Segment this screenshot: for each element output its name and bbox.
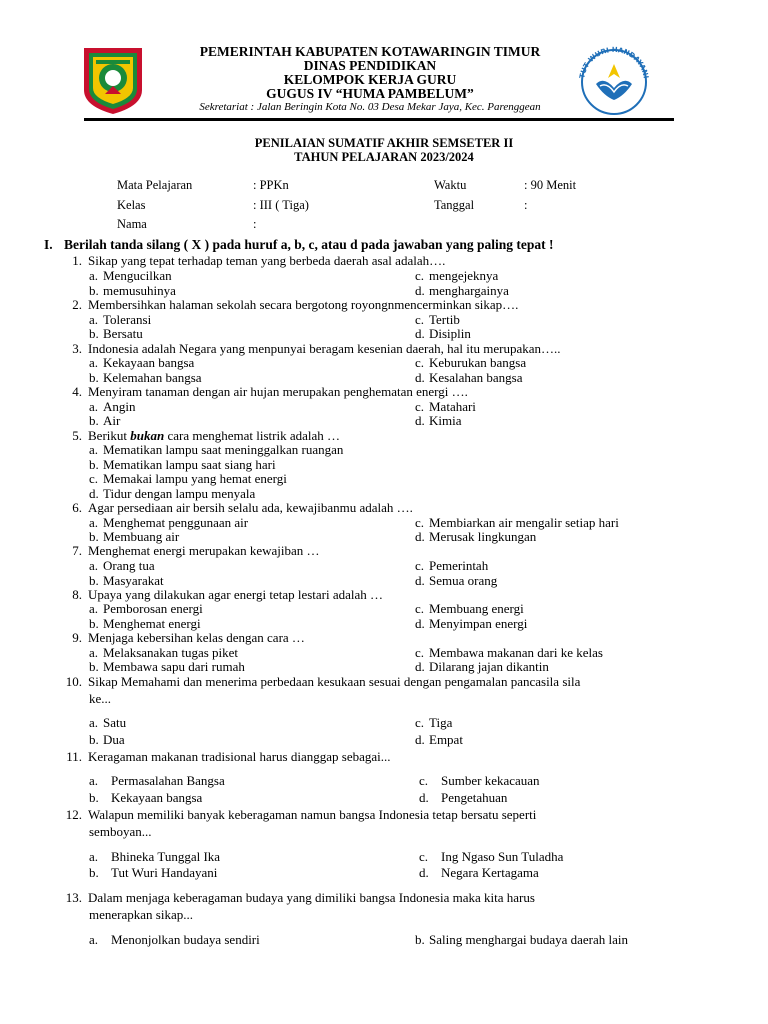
header-divider	[84, 118, 674, 121]
option-c[interactable]: c. Tertib	[415, 312, 460, 327]
option-a[interactable]: a. Toleransi	[89, 312, 152, 327]
question-6: 6. Agar persediaan air bersih selalu ada, kewajibanmu adalah ….	[72, 500, 413, 515]
question-10: 10. Sikap Memahami dan menerima perbedaan kesukaan sesuai dengan pengamalan pancasila sila	[65, 674, 581, 689]
option-c[interactable]: c. Memakai lampu yang hemat energi	[89, 471, 287, 486]
option-b[interactable]: b. Tut Wuri Handayani	[89, 865, 218, 880]
question-7: 7. Menghemat energi merupakan kewajiban …	[72, 543, 320, 558]
option-a[interactable]: a. Satu	[89, 715, 127, 730]
option-a[interactable]: a. Orang tua	[89, 558, 155, 573]
logo-kotawaringin-timur	[80, 44, 146, 116]
question-12-continued: semboyan...	[89, 824, 152, 839]
option-a[interactable]: a. Melaksanakan tugas piket	[89, 645, 239, 660]
option-a[interactable]: a. Angin	[89, 399, 136, 414]
logo-tut-wuri-handayani	[574, 44, 654, 116]
date-label: Tanggal	[434, 198, 475, 212]
option-d[interactable]: d. Disiplin	[415, 326, 471, 341]
exam-year: TAHUN PELAJARAN 2023/2024	[294, 150, 474, 164]
name-value: :	[253, 217, 257, 231]
section-number: I.	[44, 237, 53, 252]
option-c[interactable]: c. Keburukan bangsa	[415, 355, 527, 370]
option-d[interactable]: d. Empat	[415, 732, 463, 747]
question-1	[62, 253, 445, 269]
class-label: Kelas	[117, 198, 146, 212]
option-b[interactable]: b. Saling menghargai budaya daerah lain	[415, 932, 629, 947]
question-11: 11. Keragaman makanan tradisional harus dianggap sebagai...	[66, 749, 391, 764]
option-b[interactable]: b. Air	[89, 413, 121, 428]
time-label: Waktu	[434, 178, 467, 192]
question-9: 9. Menjaga kebersihan kelas dengan cara …	[72, 630, 305, 645]
option-a[interactable]: a. Mematikan lampu saat meninggalkan ruangan	[89, 442, 344, 457]
option-c[interactable]: c. Matahari	[415, 399, 476, 414]
option-d[interactable]: d. Dilarang jajan dikantin	[415, 659, 549, 674]
option-d[interactable]: d. Merusak lingkungan	[415, 529, 537, 544]
option-a[interactable]: a. Kekayaan bangsa	[89, 355, 195, 370]
option-a[interactable]: a. Permasalahan Bangsa	[89, 773, 225, 788]
subject-label: Mata Pelajaran	[117, 178, 193, 192]
option-d[interactable]: d. Tidur dengan lampu menyala	[89, 486, 256, 501]
header-line-2: DINAS PENDIDIKAN	[303, 58, 437, 73]
option-c[interactable]: c. Membawa makanan dari ke kelas	[415, 645, 603, 660]
option-b[interactable]: b. Menghemat energi	[89, 616, 201, 631]
question-12: 12. Walapun memiliki banyak keberagaman namun bangsa Indonesia tetap bersatu seperti	[65, 807, 537, 822]
subject-value: : PPKn	[253, 178, 289, 192]
option-c[interactable]: c. mengejeknya	[415, 268, 499, 283]
option-d[interactable]: d. Semua orang	[415, 573, 498, 588]
time-value: : 90 Menit	[524, 178, 577, 192]
option-b[interactable]: b. Bersatu	[89, 326, 143, 341]
section-instruction: Berilah tanda silang ( X ) pada huruf a, b, c, atau d pada jawaban yang paling tepat !	[64, 237, 554, 252]
option-c[interactable]: c. Tiga	[415, 715, 453, 730]
option-a[interactable]: a. Mengucilkan	[89, 268, 172, 283]
emblem-text: TUT WURI HANDAYANI	[578, 45, 650, 80]
option-b[interactable]: b. Membawa sapu dari rumah	[89, 659, 245, 674]
question-5: 5. Berikut bukan cara menghemat listrik adalah …	[72, 428, 341, 443]
question-13-continued: menerapkan sikap...	[89, 907, 193, 922]
question-3: 3. Indonesia adalah Negara yang menpunyai beragam kesenian daerah, hal itu merupakan…..	[72, 341, 561, 356]
option-b[interactable]: b. Kelemahan bangsa	[89, 370, 202, 385]
header-address: Sekretariat : Jalan Beringin Kota No. 03 Desa Mekar Jaya, Kec. Parenggean	[199, 101, 541, 113]
question-2: 2. Membersihkan halaman sekolah secara bergotong royongnmencerminkan sikap….	[72, 297, 519, 312]
option-d[interactable]: d. Menyimpan energi	[415, 616, 528, 631]
regency-crest-icon	[80, 44, 146, 116]
option-b[interactable]: b. Kekayaan bangsa	[89, 790, 203, 805]
option-b[interactable]: b. Membuang air	[89, 529, 180, 544]
option-d[interactable]: d. Negara Kertagama	[419, 865, 539, 880]
class-value: : III ( Tiga)	[253, 198, 309, 212]
option-d[interactable]: d. Pengetahuan	[419, 790, 508, 805]
option-c[interactable]: c. Membuang energi	[415, 601, 524, 616]
option-c[interactable]: c. Ing Ngaso Sun Tuladha	[419, 849, 564, 864]
header-line-3: KELOMPOK KERJA GURU	[283, 72, 457, 87]
header-line-4: GUGUS IV “HUMA PAMBELUM”	[266, 86, 474, 101]
option-d[interactable]: d. menghargainya	[415, 283, 509, 298]
option-b[interactable]: b. memusuhinya	[89, 283, 176, 298]
emphasis-word: bukan	[130, 428, 165, 443]
option-b[interactable]: b. Dua	[89, 732, 125, 747]
option-c[interactable]: c. Sumber kekacauan	[419, 773, 540, 788]
option-c[interactable]: c. Membiarkan air mengalir setiap hari	[415, 515, 619, 530]
option-d[interactable]: d. Kesalahan bangsa	[415, 370, 523, 385]
tut-wuri-handayani-emblem-icon	[574, 44, 654, 116]
option-a[interactable]: a. Bhineka Tunggal Ika	[89, 849, 221, 864]
question-4: 4. Menyiram tanaman dengan air hujan merupakan penghematan energi ….	[72, 384, 468, 399]
question-10-continued: ke...	[89, 691, 112, 706]
option-b[interactable]: b. Masyarakat	[89, 573, 164, 588]
exam-title: PENILAIAN SUMATIF AKHIR SEMSETER II	[254, 136, 514, 150]
question-13: 13. Dalam menjaga keberagaman budaya yang dimiliki bangsa Indonesia maka kita harus	[65, 890, 535, 905]
option-b[interactable]: b. Mematikan lampu saat siang hari	[89, 457, 276, 472]
question-text: Sikap yang tepat terhadap teman yang berbeda daerah asal adalah….	[88, 253, 446, 268]
option-a[interactable]: a. Pemborosan energi	[89, 601, 203, 616]
question-8: 8. Upaya yang dilakukan agar energi tetap lestari adalah …	[72, 587, 384, 602]
header-line-1: PEMERINTAH KABUPATEN KOTAWARINGIN TIMUR	[199, 44, 541, 59]
section-heading	[44, 237, 553, 253]
option-c[interactable]: c. Pemerintah	[415, 558, 489, 573]
option-d[interactable]: d. Kimia	[415, 413, 462, 428]
option-a[interactable]: a. Menonjolkan budaya sendiri	[89, 932, 260, 947]
question-number: 1.	[72, 253, 82, 268]
option-a[interactable]: a. Menghemat penggunaan air	[89, 515, 249, 530]
name-label: Nama	[117, 217, 147, 231]
date-value: :	[524, 198, 528, 212]
